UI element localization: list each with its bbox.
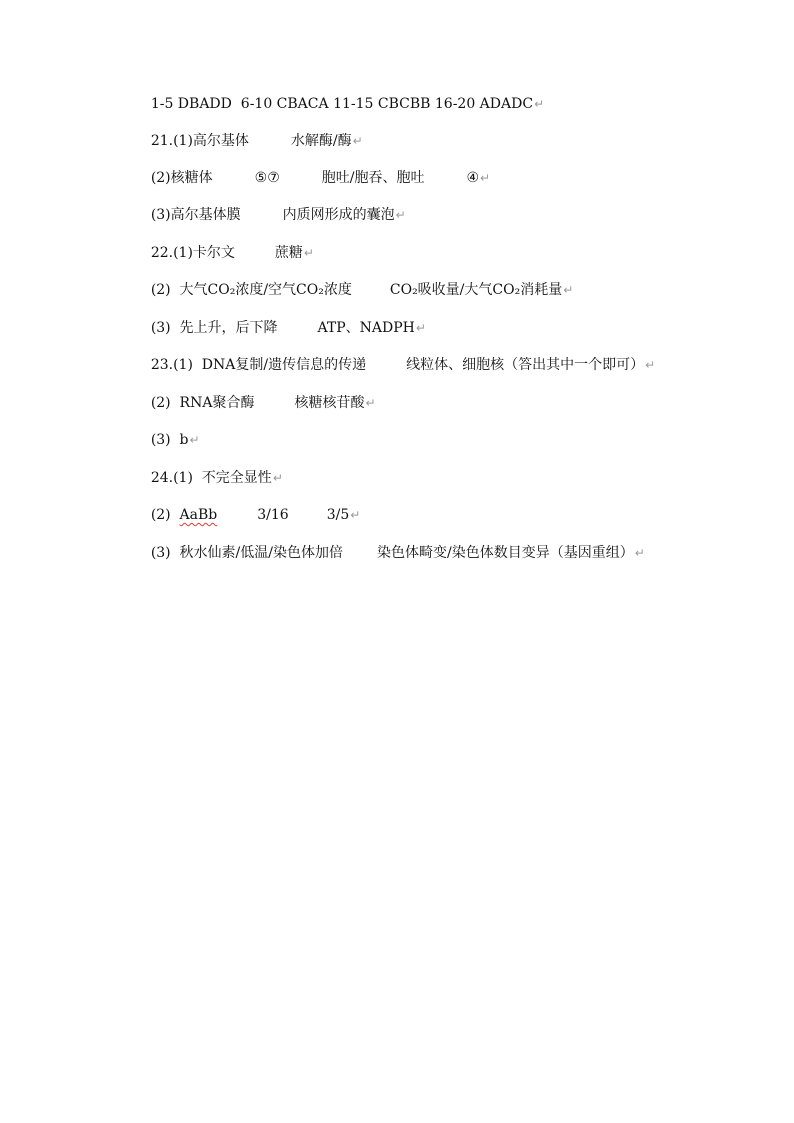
answer-text: (2): [150, 507, 180, 523]
answer-text: 蔗糖: [274, 245, 303, 261]
answer-text: ATP、NADPH: [317, 320, 415, 336]
answer-text: (3) 秋水仙素/低温/染色体加倍: [150, 545, 343, 561]
answer-line-24-3: [133, 526, 645, 580]
answer-text: (3)高尔基体膜: [150, 207, 241, 223]
paragraph-mark-icon: ↵: [352, 134, 363, 148]
answer-text: (2) 大气CO₂浓度/空气CO₂浓度: [150, 282, 352, 298]
paragraph-mark-icon: ↵: [634, 546, 645, 560]
paragraph-mark-icon: ↵: [563, 283, 574, 297]
paragraph-mark-icon: ↵: [534, 97, 545, 111]
answer-text: (2)核糖体: [150, 170, 213, 186]
answer-text: CO₂吸收量/大气CO₂消耗量: [389, 282, 563, 298]
spellcheck-flagged-text: AaBb: [179, 507, 218, 523]
answer-text: (3) b: [150, 432, 189, 448]
answer-text: ④: [466, 170, 480, 186]
answer-text: (3) 先上升，后下降: [150, 320, 278, 336]
answer-text: 核糖核苷酸: [294, 395, 365, 411]
paragraph-mark-icon: ↵: [189, 433, 200, 447]
answer-text: 线粒体、细胞核（答出其中一个即可）: [406, 357, 645, 373]
answer-text: 21.(1)高尔基体: [150, 133, 249, 149]
answer-text: 内质网形成的囊泡: [282, 207, 395, 223]
answer-text: 23.(1) DNA复制/遗传信息的传递: [150, 357, 367, 373]
mcq-answers: 1-5 DBADD 6-10 CBACA 11-15 CBCBB 16-20 ADADC: [150, 96, 534, 112]
answer-text: 3/5: [326, 507, 350, 523]
answer-text: (2) RNA聚合酶: [150, 395, 255, 411]
answer-text: 3/16: [257, 507, 289, 523]
paragraph-mark-icon: ↵: [395, 208, 406, 222]
paragraph-mark-icon: ↵: [480, 171, 491, 185]
answer-text: 染色体畸变/染色体数目变异（基因重组）: [376, 545, 634, 561]
paragraph-mark-icon: ↵: [365, 396, 376, 410]
answer-text: 22.(1)卡尔文: [150, 245, 235, 261]
paragraph-mark-icon: ↵: [350, 508, 361, 522]
paragraph-mark-icon: ↵: [645, 358, 656, 372]
answer-text: 水解酶/酶: [290, 133, 352, 149]
paragraph-mark-icon: ↵: [415, 321, 426, 335]
paragraph-mark-icon: ↵: [272, 471, 283, 485]
paragraph-mark-icon: ↵: [303, 246, 314, 260]
answer-text: 24.(1) 不完全显性: [150, 470, 272, 486]
answer-text: 胞吐/胞吞、胞吐: [321, 170, 425, 186]
answer-text: ⑤⑦: [254, 170, 280, 186]
